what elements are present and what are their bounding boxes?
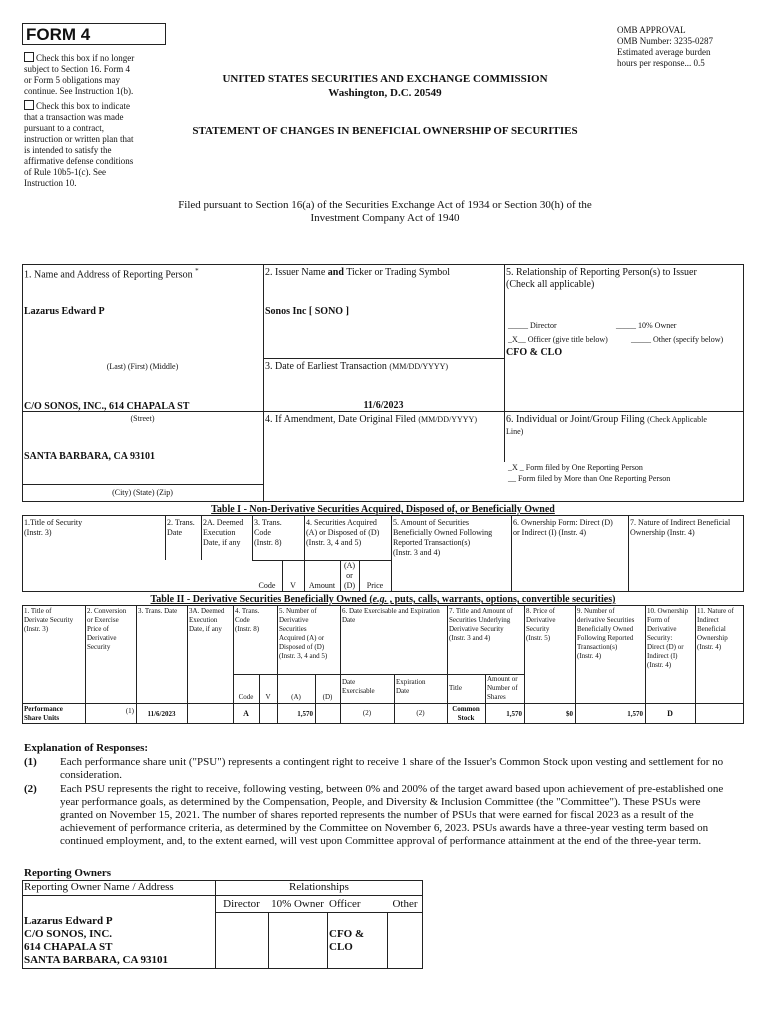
ten-percent-option: _____ 10% Owner bbox=[616, 321, 677, 330]
street-address: C/O SONOS, INC., 614 CHAPALA ST bbox=[24, 401, 190, 412]
omb-line: hours per response... 0.5 bbox=[617, 58, 705, 68]
th-text: (Instr. 3, 4 and 5) bbox=[306, 538, 362, 547]
th-text: Following Reported bbox=[577, 634, 634, 642]
t2-col3: 3. Trans. Date bbox=[138, 607, 178, 615]
filed-pursuant bbox=[120, 199, 650, 225]
label-text: 5. Relationship of Reporting Person(s) to Issuer bbox=[506, 267, 697, 278]
label-text: and bbox=[327, 267, 344, 278]
th-text: (A) or Disposed of (D) bbox=[306, 528, 380, 537]
t1-col2a bbox=[203, 518, 243, 548]
th-text: 10. Ownership bbox=[647, 607, 689, 615]
th-text: Security bbox=[87, 643, 111, 651]
name-format-label: (Last) (First) (Middle) bbox=[106, 362, 179, 371]
t2-col11 bbox=[697, 607, 734, 652]
owner-line: CLO bbox=[329, 941, 353, 953]
th-text: Amount or bbox=[487, 675, 518, 683]
t1-col6 bbox=[513, 518, 613, 538]
label-text: Ticker or Trading Symbol bbox=[343, 267, 451, 278]
checkbox-text: that a transaction was made bbox=[24, 112, 124, 122]
th-text: 2. Trans. bbox=[167, 518, 195, 527]
reporting-owners-heading: Reporting Owners bbox=[24, 867, 112, 879]
omb-line: OMB Number: 3235-0287 bbox=[617, 36, 713, 46]
label-text: (Check all applicable) bbox=[506, 279, 595, 290]
th-text: Derivative bbox=[87, 634, 117, 642]
th-text: 2A. Deemed bbox=[203, 518, 244, 527]
agency-location: Washington, D.C. 20549 bbox=[328, 87, 442, 99]
table1-title: Table I - Non-Derivative Securities Acquired, Disposed of, or Beneficially Owned bbox=[211, 504, 555, 515]
t2-row-date-ex: (2) bbox=[362, 709, 372, 717]
label-text: (MM/DD/YYYY) bbox=[389, 362, 449, 371]
th-text: or Exercise bbox=[87, 616, 119, 624]
t1-sub-ad bbox=[340, 561, 359, 591]
title-text: Table II - Derivative Securities Beneficially Owned ( bbox=[150, 594, 373, 605]
owners-col-officer: Officer bbox=[329, 898, 361, 910]
owners-col-relationships: Relationships bbox=[289, 881, 349, 893]
checkbox-text: pursuant to a contract, bbox=[24, 123, 104, 133]
th-text: 3. Trans. bbox=[254, 518, 282, 527]
th-text: Code bbox=[254, 528, 271, 537]
th-text: (Instr. 4) bbox=[697, 643, 722, 651]
t1-sub-code: Code bbox=[258, 581, 276, 590]
t2-sub-amount bbox=[487, 675, 518, 702]
t2-col3a bbox=[189, 607, 224, 634]
footnote-2-text bbox=[60, 783, 744, 848]
th-text: Execution bbox=[203, 528, 236, 537]
th-text: (Instr. 4) bbox=[577, 652, 602, 660]
amendment-label bbox=[265, 414, 477, 426]
th-text: Date, if any bbox=[189, 625, 222, 633]
th-text: Acquired (A) or bbox=[279, 634, 325, 642]
checkbox-text: instruction or written plan that bbox=[24, 134, 134, 144]
th-text: (Instr. 3 and 4) bbox=[393, 548, 441, 557]
t1-col3 bbox=[254, 518, 282, 548]
th-text: Derivate Security bbox=[24, 616, 74, 624]
checkbox-10b5 bbox=[24, 100, 164, 189]
issuer-label bbox=[265, 267, 450, 279]
reporting-person-label bbox=[24, 267, 199, 281]
th-text: (Instr. 8) bbox=[235, 625, 260, 633]
omb-approval bbox=[617, 25, 713, 69]
owners-col-other: Other bbox=[392, 898, 418, 910]
t2-sub-exp bbox=[396, 678, 426, 696]
th-text: (Instr. 3, 4 and 5) bbox=[279, 652, 328, 660]
t2-row-exp: (2) bbox=[416, 709, 425, 717]
form-title: FORM 4 bbox=[26, 25, 91, 44]
t2-sub-code: Code bbox=[238, 693, 254, 701]
t2-row-owned: 1,570 bbox=[627, 710, 643, 718]
th-text: Derivative bbox=[279, 616, 309, 624]
footnote-sup: * bbox=[195, 267, 199, 275]
owners-col-ten-pct: 10% Owner bbox=[271, 898, 324, 910]
footnote-2-num: (2) bbox=[24, 783, 37, 795]
filing-more-option: __ Form filed by More than One Reporting Person bbox=[508, 474, 671, 483]
t2-sub-a: (A) bbox=[291, 693, 301, 701]
th-text: Security bbox=[526, 625, 550, 633]
footnote-line: continued employment, and, to the extent earned, will vest upon Committee approval of performance attainment at the end of the three-year term. bbox=[60, 835, 702, 847]
t2-sub-v: V bbox=[265, 693, 271, 701]
owner-line: Lazarus Edward P bbox=[24, 915, 113, 927]
th-text: (Instr. 4) bbox=[647, 661, 672, 669]
checkbox-text: Check this box if no longer bbox=[36, 53, 135, 63]
th-text: Security: bbox=[647, 634, 673, 642]
th-text: Beneficially Owned bbox=[577, 625, 634, 633]
checkbox-section16 bbox=[24, 52, 164, 97]
filed-line: Investment Company Act of 1940 bbox=[310, 212, 460, 224]
filing-line-label: Line) bbox=[506, 427, 524, 436]
t2-col9 bbox=[577, 607, 634, 661]
th-text: Shares bbox=[487, 693, 506, 701]
cell-text: Stock bbox=[457, 714, 475, 722]
t1-col1 bbox=[24, 518, 82, 538]
t2-row-price: $0 bbox=[566, 710, 573, 718]
th-text: 2. Conversion bbox=[87, 607, 127, 615]
th-text: 1. Title of bbox=[24, 607, 52, 615]
explanation-heading: Explanation of Responses: bbox=[24, 742, 149, 754]
reporting-person-name: Lazarus Edward P bbox=[24, 306, 105, 317]
t2-row-security bbox=[24, 705, 63, 723]
th-text: 1.Title of Security bbox=[24, 518, 83, 527]
th-text: (Instr. 3) bbox=[24, 528, 52, 537]
th-text: 9. Number of bbox=[577, 607, 615, 615]
city-state-zip: SANTA BARBARA, CA 93101 bbox=[24, 451, 155, 462]
t1-col7 bbox=[630, 518, 730, 538]
label-text: 6. Individual or Joint/Group Filing bbox=[506, 414, 645, 425]
footnote-line: year performance goals, as determined by the Compensation, People, and Diversity & Inclusion Committee (the "Committee"). These PSUs were bbox=[60, 796, 701, 808]
footnote-line: granted on November 15, 2021. The number of shares reported represents the number of PSUs that were earned for fiscal 2023 as a result of the bbox=[60, 809, 694, 821]
t2-sub-date-ex bbox=[342, 678, 375, 696]
th-text: Form of bbox=[647, 616, 670, 624]
t2-row-code: A bbox=[243, 709, 249, 718]
th-text: (A) bbox=[343, 561, 356, 570]
t2-col2 bbox=[87, 607, 126, 652]
rule-10b5-checkbox[interactable] bbox=[24, 100, 34, 110]
t2-col6: 6. Date Exercisable and Expiration Date bbox=[342, 607, 440, 624]
transaction-date: 11/6/2023 bbox=[363, 400, 404, 411]
th-text: 8. Price of bbox=[526, 607, 555, 615]
th-text: Derivative bbox=[647, 625, 677, 633]
t2-row-form: D bbox=[667, 709, 673, 718]
th-text: or bbox=[346, 571, 353, 580]
th-text: 4. Securities Acquired bbox=[306, 518, 377, 527]
t2-col10 bbox=[647, 607, 688, 670]
checkbox-text: subject to Section 16. Form 4 bbox=[24, 64, 130, 74]
th-text: derivative Securities bbox=[577, 616, 635, 624]
label-text: 1. Name and Address of Reporting Person bbox=[24, 269, 193, 281]
th-text: 5. Number of bbox=[279, 607, 317, 615]
statement-title: STATEMENT OF CHANGES IN BENEFICIAL OWNERSHIP OF SECURITIES bbox=[192, 125, 578, 137]
street-label: (Street) bbox=[130, 414, 155, 423]
t2-col4 bbox=[235, 607, 259, 634]
t2-row-conversion: (1) bbox=[125, 707, 134, 715]
omb-line: OMB APPROVAL bbox=[617, 25, 686, 35]
checkbox-text: continue. See Instruction 1(b). bbox=[24, 86, 134, 96]
footnote-line: Each PSU represents the right to receive, following vesting, between 0% and 200% of the target award based upon achievement of pre-established one bbox=[60, 783, 724, 795]
t1-col4 bbox=[306, 518, 379, 548]
t1-sub-v: V bbox=[290, 581, 296, 590]
t1-sub-amount: Amount bbox=[308, 581, 336, 590]
th-text: Indirect (I) bbox=[647, 652, 678, 660]
th-text: 6. Ownership Form: Direct (D) bbox=[513, 518, 613, 527]
footnote-line: consideration. bbox=[60, 769, 123, 781]
label-text: 2. Issuer Name bbox=[265, 267, 328, 278]
t2-row-title bbox=[447, 705, 485, 723]
footnote-line: Each performance share unit ("PSU") represents a contingent right to receive 1 share of the Issuer's Common Stock upon vesting and settlement for no bbox=[60, 756, 724, 768]
th-text: Date bbox=[396, 687, 410, 695]
director-option: _____ Director bbox=[508, 321, 557, 330]
cell-text: Share Units bbox=[24, 714, 60, 722]
checkbox-text: is intended to satisfy the bbox=[24, 145, 112, 155]
label-text: 4. If Amendment, Date Original Filed bbox=[265, 414, 416, 425]
th-text: Direct (D) or bbox=[647, 643, 684, 651]
th-text: Securities Underlying bbox=[449, 616, 511, 624]
th-text: 4. Trans. bbox=[235, 607, 260, 615]
t1-col2 bbox=[167, 518, 195, 538]
th-text: 5. Amount of Securities bbox=[393, 518, 469, 527]
city-label: (City) (State) (Zip) bbox=[112, 488, 173, 497]
checkbox-text: affirmative defense conditions bbox=[24, 156, 134, 166]
th-text: Expiration bbox=[396, 678, 426, 686]
label-text: 3. Date of Earliest Transaction bbox=[265, 361, 387, 372]
t2-col7 bbox=[449, 607, 513, 643]
checkbox-text: of Rule 10b5-1(c). See bbox=[24, 167, 106, 177]
th-text: Reported Transaction(s) bbox=[393, 538, 471, 547]
owner-line: C/O SONOS, INC. bbox=[24, 928, 113, 940]
t2-sub-title: Title bbox=[449, 684, 462, 692]
footnote-line: achievement of performance criteria, as determined by the Committee on November 6, 2023. PSUs awards have a three-year vesting term based on bbox=[60, 822, 709, 834]
th-text: Securities bbox=[279, 625, 307, 633]
checkbox-text: Instruction 10. bbox=[24, 178, 77, 188]
owner-line: SANTA BARBARA, CA 93101 bbox=[24, 954, 169, 966]
footnote-1-text bbox=[60, 756, 744, 782]
t1-sub-price: Price bbox=[366, 581, 384, 590]
th-text: Indirect bbox=[697, 616, 719, 624]
cell-text: Performance bbox=[24, 705, 63, 713]
issuer-name: Sonos Inc [ SONO ] bbox=[265, 306, 349, 317]
owners-col-director: Director bbox=[223, 898, 260, 910]
th-text: (Instr. 3) bbox=[24, 625, 49, 633]
t2-row-amount: 1,570 bbox=[297, 710, 313, 718]
th-text: 7. Title and Amount of bbox=[449, 607, 513, 615]
th-text: Date bbox=[342, 678, 356, 686]
th-text: Derivative bbox=[526, 616, 556, 624]
th-text: (Instr. 8) bbox=[254, 538, 282, 547]
th-text: 11. Nature of bbox=[697, 607, 734, 615]
t2-col1 bbox=[24, 607, 73, 634]
owner-address bbox=[24, 915, 168, 967]
cell-text: Common bbox=[452, 705, 480, 713]
omb-line: Estimated average burden bbox=[617, 47, 711, 57]
t2-sub-d: (D) bbox=[322, 693, 333, 701]
t2-row-shares: 1,570 bbox=[506, 710, 522, 718]
no-longer-subject-checkbox[interactable] bbox=[24, 52, 34, 62]
th-text: Number of bbox=[487, 684, 518, 692]
label-text: (Check Applicable bbox=[647, 415, 707, 424]
t1-col5 bbox=[393, 518, 492, 558]
owner-officer-title bbox=[329, 928, 364, 954]
t2-col5 bbox=[279, 607, 327, 661]
th-text: Date, if any bbox=[203, 538, 241, 547]
th-text: 7. Nature of Indirect Beneficial bbox=[630, 518, 731, 527]
checkbox-text: or Form 5 obligations may bbox=[24, 75, 120, 85]
form-title-box bbox=[22, 23, 166, 45]
th-text: Exercisable bbox=[342, 687, 375, 695]
title-text: , puts, calls, warrants, options, convertible securities) bbox=[387, 594, 616, 605]
th-text: (D) bbox=[343, 581, 356, 590]
th-text: Code bbox=[235, 616, 250, 624]
footnote-1-num: (1) bbox=[24, 756, 37, 768]
other-option: _____ Other (specify below) bbox=[631, 335, 724, 344]
label-text: (MM/DD/YYYY) bbox=[418, 415, 477, 424]
filing-label bbox=[506, 414, 742, 426]
owner-line: CFO & bbox=[329, 928, 365, 940]
th-text: (Instr. 5) bbox=[526, 634, 551, 642]
th-text: Disposed of (D) bbox=[279, 643, 325, 651]
th-text: 3A. Deemed bbox=[189, 607, 225, 615]
th-text: Execution bbox=[189, 616, 218, 624]
relationship-label bbox=[506, 267, 742, 291]
title-text: e.g. bbox=[372, 594, 388, 605]
th-text: (Instr. 3 and 4) bbox=[449, 634, 491, 642]
owners-col-name: Reporting Owner Name / Address bbox=[24, 881, 174, 893]
th-text: Beneficial bbox=[697, 625, 726, 633]
officer-title: CFO & CLO bbox=[506, 347, 563, 358]
th-text: Beneficially Owned Following bbox=[393, 528, 493, 537]
th-text: Price of bbox=[87, 625, 109, 633]
filed-line: Filed pursuant to Section 16(a) of the Securities Exchange Act of 1934 or Section 30(h) of the bbox=[178, 199, 592, 211]
filing-one-option: _X _ Form filed by One Reporting Person bbox=[508, 463, 643, 472]
transaction-date-label bbox=[265, 361, 448, 373]
th-text: or Indirect (I) (Instr. 4) bbox=[513, 528, 587, 537]
th-text: Date bbox=[167, 528, 183, 537]
checkbox-text: Check this box to indicate bbox=[36, 101, 130, 111]
agency-name: UNITED STATES SECURITIES AND EXCHANGE COMMISSION bbox=[222, 73, 548, 85]
th-text: Ownership bbox=[697, 634, 728, 642]
t2-row-date: 11/6/2023 bbox=[147, 710, 176, 718]
owner-line: 614 CHAPALA ST bbox=[24, 941, 113, 953]
t2-col8 bbox=[526, 607, 556, 643]
th-text: Derivative Security bbox=[449, 625, 504, 633]
th-text: Ownership (Instr. 4) bbox=[630, 528, 695, 537]
th-text: Transaction(s) bbox=[577, 643, 618, 651]
officer-option: _X__ Officer (give title below) bbox=[508, 335, 608, 344]
